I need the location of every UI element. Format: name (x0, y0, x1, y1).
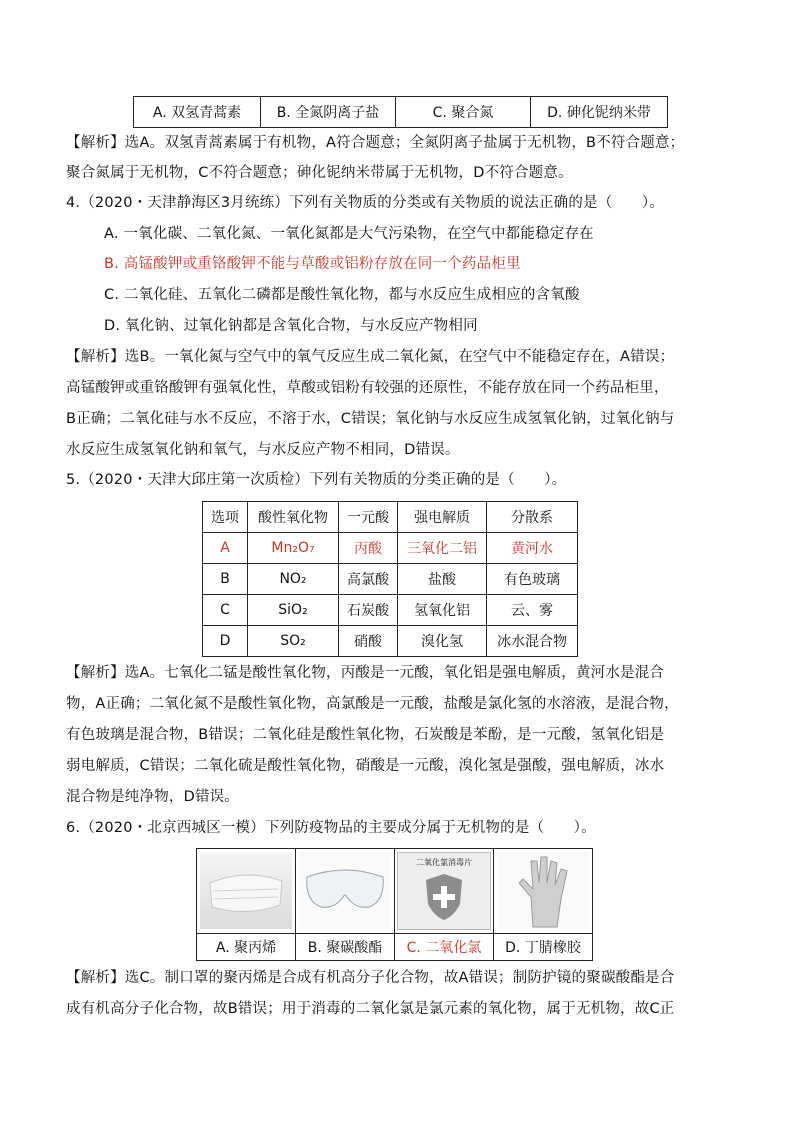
q5-analysis-line: 有色玻璃是混合物，B错误；二氧化硅是酸性氧化物，石炭酸是苯酚，是一元酸，氢氧化铝是 (66, 727, 665, 743)
header-cell: 选项 (203, 502, 248, 533)
q3-options-table (133, 96, 668, 128)
table-header-row (203, 502, 578, 533)
q4-analysis-line: 水反应生成氢氧化钠和氧气，与水反应产物不相同，D错误。 (66, 442, 460, 458)
table-cell: A. 双氢青蒿素 (134, 97, 261, 128)
header-cell: 强电解质 (398, 502, 487, 533)
table-cell: B (203, 564, 248, 595)
table-cell: C (203, 595, 248, 626)
q3-analysis-line: 聚合氮属于无机物，C不符合题意；砷化铌纳米带属于无机物，D不符合题意。 (66, 165, 573, 181)
goggles-image (299, 853, 391, 929)
table-cell: B. 全氮阴离子盐 (261, 97, 396, 128)
table-row (203, 533, 578, 564)
q3-analysis-line: 【解析】选A。双氢青蒿素属于有机物，A符合题意；全氮阴离子盐属于无机物，B不符合题意； (66, 135, 685, 151)
table-cell: 有色玻璃 (487, 564, 578, 595)
q4-analysis-line: 【解析】选B。一氧化氮与空气中的氧气反应生成二氧化氮，在空气中不能稳定存在，A错误； (66, 349, 675, 365)
table-cell: 云、雾 (487, 595, 578, 626)
table-cell: 黄河水 (487, 533, 578, 564)
q4-analysis-line: 高锰酸钾或重铬酸钾有强氧化性，草酸或铝粉有较强的还原性，不能存放在同一个药品柜里， (66, 380, 669, 396)
table-row (203, 564, 578, 595)
q5-classification-table (202, 501, 578, 657)
table-cell: A (203, 533, 248, 564)
caption-cell: C. 二氧化氯 (395, 934, 494, 961)
header-cell: 酸性氧化物 (248, 502, 339, 533)
q4-option-a: A. 一氧化碳、二氧化氮、一氧化氮都是大气污染物，在空气中都能稳定存在 (104, 226, 594, 242)
table-cell: 高氯酸 (339, 564, 398, 595)
table-row (203, 626, 578, 657)
mask-image (200, 853, 292, 929)
caption-cell: B. 聚碳酸酯 (296, 934, 395, 961)
table-cell: Mn₂O₇ (248, 533, 339, 564)
q6-image-table (196, 848, 593, 961)
header-cell: 分散系 (487, 502, 578, 533)
table-cell: 盐酸 (398, 564, 487, 595)
table-cell: 三氧化二铝 (398, 533, 487, 564)
table-cell: NO₂ (248, 564, 339, 595)
table-cell: 石炭酸 (339, 595, 398, 626)
table-cell: 氢氧化铝 (398, 595, 487, 626)
table-row (203, 595, 578, 626)
caption-cell: A. 聚丙烯 (197, 934, 296, 961)
q4-option-b: B. 高锰酸钾或重铬酸钾不能与草酸或铝粉存放在同一个药品柜里 (104, 256, 521, 272)
disinfectant-tablet-image (397, 852, 491, 930)
q6-stem: 6.（2020・北京西城区一模）下列防疫物品的主要成分属于无机物的是（ ）。 (66, 820, 596, 836)
q4-option-d: D. 氧化钠、过氧化钠都是含氧化合物，与水反应产物相同 (104, 318, 478, 334)
table-cell: C. 聚合氮 (396, 97, 531, 128)
caption-row (197, 934, 593, 961)
q5-stem: 5.（2020・天津大邱庄第一次质检）下列有关物质的分类正确的是（ ）。 (66, 472, 567, 488)
caption-cell: D. 丁腈橡胶 (494, 934, 593, 961)
image-row (197, 849, 593, 934)
q6-analysis-line: 【解析】选C。制口罩的聚丙烯是合成有机高分子化合物，故A错误；制防护镜的聚碳酸酯是合 (66, 970, 675, 986)
q6-analysis-line: 成有机高分子化合物，故B错误；用于消毒的二氧化氯是氯元素的氧化物，属于无机物，故C正 (66, 1001, 675, 1017)
q5-analysis-line: 弱电解质，C错误；二氧化硫是酸性氧化物，硝酸是一元酸，溴化氢是强酸，强电解质，冰水 (66, 758, 665, 774)
table-cell: D. 砷化铌纳米带 (531, 97, 668, 128)
table-cell: 冰水混合物 (487, 626, 578, 657)
header-cell: 一元酸 (339, 502, 398, 533)
image-cell (395, 849, 494, 934)
table-cell: D (203, 626, 248, 657)
image-cell (494, 849, 593, 934)
pack-label: 二氧化氯消毒片 (416, 858, 472, 867)
q5-analysis-line: 混合物是纯净物，D错误。 (66, 789, 240, 805)
q4-analysis-line: B正确；二氧化硅与水不反应，不溶于水，C错误；氧化钠与水反应生成氢氧化钠，过氧化钠与 (66, 411, 675, 427)
image-cell (197, 849, 296, 934)
image-cell (296, 849, 395, 934)
q5-analysis-line: 物，A正确；二氧化氮不是酸性氧化物，高氯酸是一元酸，盐酸是氯化氢的水溶液，是混合物， (66, 696, 679, 712)
table-cell: SiO₂ (248, 595, 339, 626)
table-cell: 丙酸 (339, 533, 398, 564)
q4-option-c: C. 二氧化硅、五氧化二磷都是酸性氧化物，都与水反应生成相应的含氧酸 (104, 287, 580, 303)
q4-stem: 4.（2020・天津静海区3月统练）下列有关物质的分类或有关物质的说法正确的是（ ）。 (66, 195, 665, 211)
q5-analysis-line: 【解析】选A。七氧化二锰是酸性氧化物，丙酸是一元酸，氧化铝是强电解质，黄河水是混合 (66, 665, 665, 681)
table-cell: SO₂ (248, 626, 339, 657)
gloves-image (497, 853, 589, 929)
table-cell: 硝酸 (339, 626, 398, 657)
table-cell: 溴化氢 (398, 626, 487, 657)
